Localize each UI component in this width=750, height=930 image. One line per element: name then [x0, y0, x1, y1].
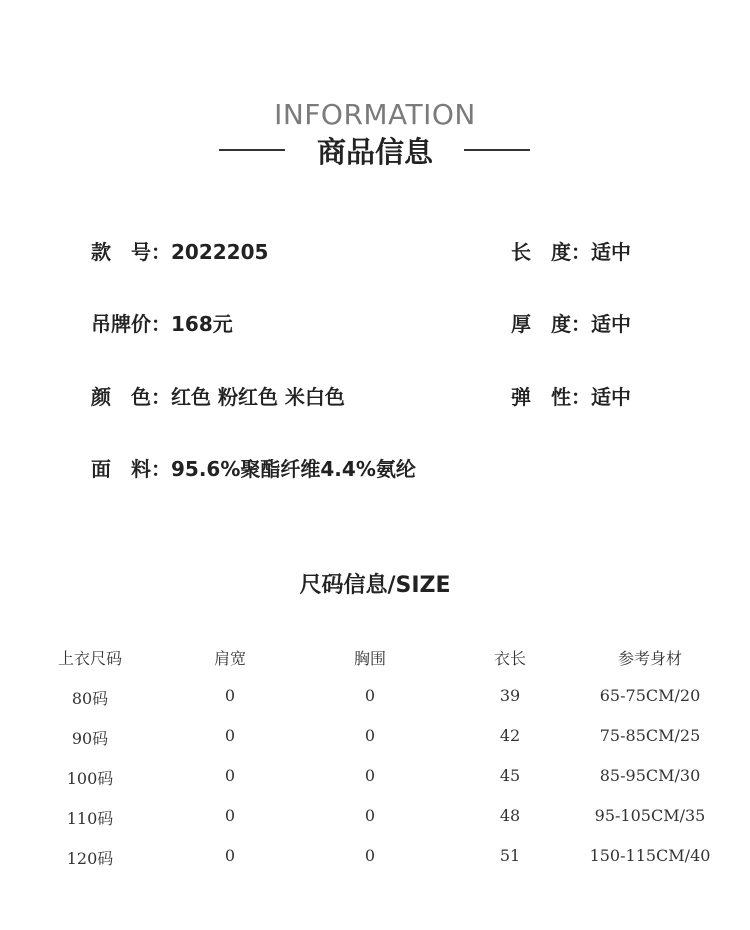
size-table-cell: 75-85CM/25	[599, 726, 701, 745]
size-table-cell: 0	[364, 766, 376, 785]
size-table-cell: 39	[499, 686, 521, 705]
info-value: 168元	[171, 312, 233, 336]
info-value: 适中	[591, 385, 631, 409]
size-table-cell: 120码	[66, 849, 114, 868]
info-tag-price	[91, 308, 233, 337]
size-table-cell: 110码	[66, 809, 114, 828]
size-table-cell: 95-105CM/35	[594, 806, 706, 825]
size-table-cell: 0	[224, 806, 236, 825]
info-value: 适中	[591, 312, 631, 336]
size-table-cell: 42	[499, 726, 521, 745]
size-table-header: 上衣尺码	[57, 649, 122, 668]
info-elasticity	[511, 381, 631, 410]
size-table-cell: 0	[224, 846, 236, 865]
size-table-header: 胸围	[353, 649, 386, 668]
size-table-header: 肩宽	[213, 649, 246, 668]
info-label: 弹 性：	[511, 385, 591, 409]
info-value: 适中	[591, 240, 631, 264]
size-table-cell: 0	[224, 686, 236, 705]
size-table-cell: 0	[364, 846, 376, 865]
size-table-cell: 0	[364, 726, 376, 745]
size-table-cell: 85-95CM/30	[599, 766, 701, 785]
header-rule-right	[464, 149, 530, 151]
size-table-cell: 100码	[66, 769, 114, 788]
size-table-cell: 0	[364, 806, 376, 825]
info-label: 颜 色：	[91, 385, 171, 409]
info-color	[91, 381, 345, 410]
size-table-cell: 0	[364, 686, 376, 705]
size-table-cell: 0	[224, 766, 236, 785]
info-value: 95.6%聚酯纤维4.4%氨纶	[171, 457, 416, 481]
info-length	[511, 236, 631, 265]
size-table-cell: 80码	[71, 689, 109, 708]
info-label: 吊牌价：	[91, 312, 171, 336]
size-table-header: 衣长	[493, 649, 526, 668]
header-title-cn: 商品信息	[316, 135, 433, 169]
info-thickness	[511, 308, 631, 337]
size-table-cell: 65-75CM/20	[599, 686, 701, 705]
info-style-no	[91, 236, 268, 265]
info-label: 厚 度：	[511, 312, 591, 336]
size-table-cell: 0	[224, 726, 236, 745]
header-title-en: INFORMATION	[274, 98, 476, 131]
size-table-cell: 150-115CM/40	[589, 846, 711, 865]
info-value: 红色 粉红色 米白色	[171, 385, 345, 409]
size-section-title: 尺码信息/SIZE	[299, 573, 451, 598]
size-table-cell: 51	[499, 846, 521, 865]
info-label: 款 号：	[91, 240, 171, 264]
size-table-cell: 48	[499, 806, 521, 825]
size-table-cell: 90码	[71, 729, 109, 748]
size-table-cell: 45	[499, 766, 521, 785]
info-label: 面 料：	[91, 457, 171, 481]
size-table-header: 参考身材	[617, 649, 682, 668]
info-label: 长 度：	[511, 240, 591, 264]
info-fabric	[91, 453, 416, 482]
info-value: 2022205	[171, 240, 269, 264]
